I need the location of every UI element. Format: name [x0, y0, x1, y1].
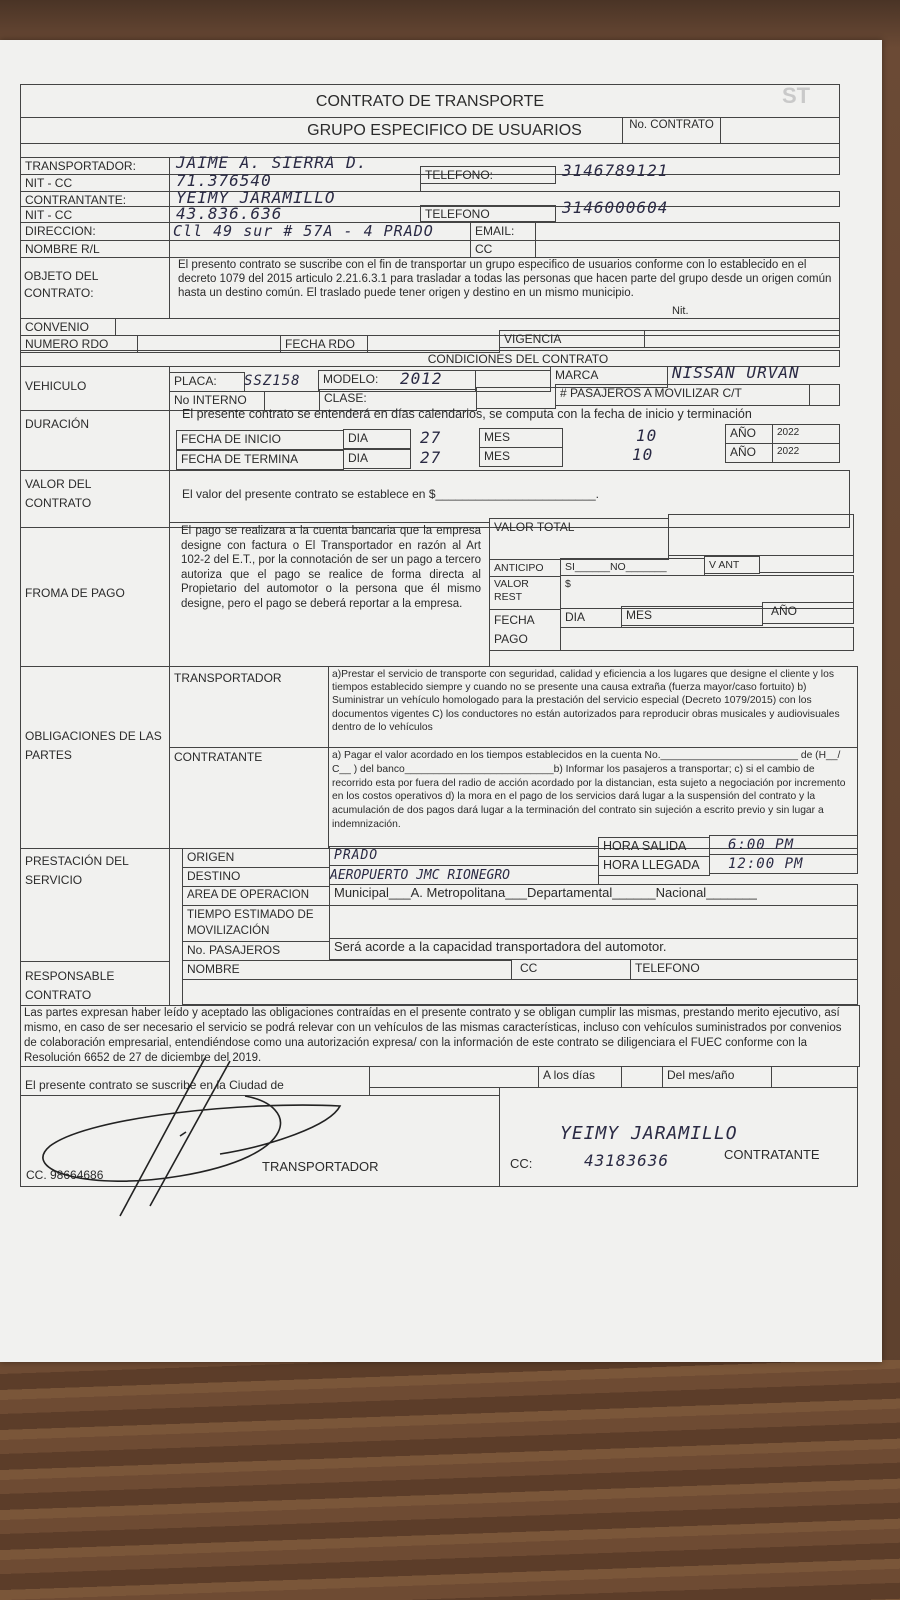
- hora-salida-label: HORA SALIDA: [598, 837, 710, 857]
- contratante-nit-label: NIT - CC: [20, 206, 170, 223]
- wood-table: [0, 1360, 900, 1600]
- clausula-text: Las partes expresan haber leído y aceptado las obligaciones contraídas en el presente contrato y se obligan cumplir las mismas, prestando merito ejecutivo, así mismo, en caso de ser necesario el servicio se podrá relevar con un vehículos de las mismas características, incluso con vehículos suministrados por convenios de colaboración empresarial, entendiéndose como una autorización expresa/ con la información de este contrato se diligenciara el FUEC conforme con la Resolución 6652 de 27 de diciembre del 2019.: [24, 1007, 842, 1064]
- nombre-rl-cc-field[interactable]: [535, 240, 840, 258]
- fecha-termina-label: FECHA DE TERMINA: [176, 450, 344, 470]
- email-field[interactable]: [535, 222, 840, 241]
- contratante-signature-label: CONTRATANTE: [724, 1147, 820, 1162]
- valor-total-label: VALOR TOTAL: [489, 518, 669, 560]
- obligacion-contratante-label: CONTRATANTE: [169, 747, 329, 849]
- area-operacion-field[interactable]: Municipal___A. Metropolitana___Departamental______Nacional_______: [329, 884, 858, 906]
- contratante-cc-value: 43183636: [584, 1151, 670, 1170]
- pasajeros-movilizar-label: # PASAJEROS A MOVILIZAR C/T: [555, 384, 810, 406]
- nombre-rl-cc-label: CC: [470, 240, 536, 258]
- obligacion-contratante-text: a) Pagar el valor acordado en los tiempos establecidos en la cuenta No.________________________ de (H__/ C__ ) del banco__________________________b) Informar los pasajeros a transportar; c) si el cambio de recorrido esta por fuera del radio de acción acordado por la distancian, esta sujeto a negociación por incremento en los costos operativos d) la mora en el pago de los servicios dará lugar a la suspensión del contrato y la acumulación de dos pagos dará lugar a la terminación del contrato sin sujeción a escrito previo y sin lugar a indemnización.: [332, 750, 846, 830]
- vigencia-label: VIGENCIA: [499, 330, 645, 348]
- no-pasajeros-label: No. PASAJEROS: [182, 941, 330, 961]
- modelo-value: 2012: [400, 369, 443, 388]
- inicio-dia-label: DIA: [343, 429, 411, 449]
- v-ant-field[interactable]: [759, 555, 854, 573]
- fecha-pago-ano-label: AÑO: [762, 602, 854, 624]
- origen-value: PRADO: [334, 848, 379, 863]
- mes-ano-field[interactable]: [771, 1066, 858, 1088]
- placa-value: SSZ158: [244, 373, 301, 389]
- contratante-tel-label: TELEFONO: [420, 205, 556, 222]
- contratante-value: YEIMY JARAMILLO: [176, 188, 336, 207]
- contratante-cc-label: CC:: [510, 1156, 533, 1171]
- anticipo-label: ANTICIPO: [489, 559, 561, 577]
- pago-text: El pago se realizara a la cuenta bancaria que la empresa designe con factura o El Transportador en razón al Art 102-2 del E.T., por la connotación de ser un pago a tercero autoriza que el pago se realice de forma directa al Propietario del automotor o la persona que él mismo designe, pero el pago se deberá reportar a la empresa.: [181, 525, 481, 610]
- valor-rest-label: VALOR REST: [489, 576, 561, 610]
- obligaciones-label: OBLIGACIONES DE LAS PARTES: [20, 666, 170, 849]
- placa-label: PLACA:: [169, 372, 245, 392]
- termina-dia-value: 27: [420, 448, 442, 467]
- duracion-text: El presente contrato se entenderá en días calendarios, se computa con la fecha de inicio y terminación: [182, 407, 752, 421]
- destino-label: DESTINO: [182, 867, 330, 887]
- fecha-pago-label: FECHA PAGO: [489, 609, 561, 651]
- tiempo-estimado-field[interactable]: [329, 905, 858, 939]
- nit-label: Nit.: [672, 305, 689, 317]
- inicio-mes-label: MES: [479, 428, 563, 448]
- fecha-inicio-label: FECHA DE INICIO: [176, 430, 344, 450]
- mes-ano-label: Del mes/año: [662, 1066, 772, 1088]
- fecha-pago-dia-label: DIA: [560, 608, 622, 628]
- contratante-signature: YEIMY JARAMILLO: [560, 1123, 738, 1144]
- inicio-ano-label: AÑO: [725, 424, 773, 444]
- transportador-cc: CC. 98664686: [26, 1168, 104, 1182]
- contratante-nit-value: 43.836.636: [176, 204, 283, 223]
- hora-llegada-label: HORA LLEGADA: [598, 856, 710, 876]
- valor-text[interactable]: El valor del presente contrato se establece en $________________________.: [182, 487, 599, 501]
- transportador-tel-label: TELEFONO:: [420, 166, 556, 184]
- responsable-cc-label: CC: [511, 959, 631, 980]
- no-pasajeros-text: Será acorde a la capacidad transportadora del automotor.: [329, 938, 858, 960]
- spacer-row: [20, 143, 840, 158]
- forma-pago-label: FROMA DE PAGO: [20, 527, 170, 667]
- transportador-tel-value: 3146789121: [562, 161, 669, 180]
- termina-dia-label: DIA: [343, 449, 411, 469]
- marca-value: NISSAN URVAN: [672, 363, 800, 382]
- nombre-rl-label: NOMBRE R/L: [20, 240, 170, 258]
- v-ant-label: V ANT: [704, 556, 760, 574]
- pasajeros-movilizar-field[interactable]: [809, 384, 840, 406]
- valor-total-field[interactable]: [668, 514, 854, 556]
- interno-label: No INTERNO: [169, 391, 265, 411]
- objeto-label: OBJETO DEL CONTRATO:: [24, 269, 99, 300]
- inicio-ano-value: 2022: [772, 424, 840, 444]
- transportador-nit-label: NIT - CC: [20, 174, 170, 192]
- company-logo: ST: [782, 83, 811, 108]
- termina-mes-label: MES: [479, 447, 563, 467]
- contract-subtitle: GRUPO ESPECIFICO DE USUARIOS: [20, 117, 623, 144]
- duracion-label: DURACIÓN: [20, 410, 170, 471]
- no-contrato-field[interactable]: [720, 117, 840, 144]
- nombre-rl-field[interactable]: [169, 240, 471, 258]
- termina-mes-value: 10: [632, 445, 654, 464]
- termina-ano-value: 2022: [772, 443, 840, 463]
- vehiculo-label: VEHICULO: [20, 366, 170, 411]
- area-operacion-label: AREA DE OPERACION: [182, 886, 330, 906]
- fecha-pago-field[interactable]: [560, 627, 854, 651]
- valor-rest-field[interactable]: $: [560, 575, 854, 609]
- modelo-label: MODELO:: [318, 370, 476, 392]
- fecha-pago-mes-label: MES: [621, 606, 763, 626]
- anticipo-si-no[interactable]: SI______NO_______: [560, 558, 705, 576]
- transportador-signature-icon: [0, 1046, 500, 1226]
- inicio-mes-value: 10: [636, 426, 658, 445]
- destino-value: AEROPUERTO JMC RIONEGRO: [330, 868, 511, 883]
- hora-salida-value: 6:00 PM: [728, 837, 795, 853]
- origen-label: ORIGEN: [182, 848, 330, 868]
- direccion-value: Cll 49 sur # 57A - 4 PRADO: [173, 222, 434, 240]
- fecha-rdo-label: FECHA RDO: [280, 335, 368, 353]
- responsable-field[interactable]: [182, 979, 858, 1005]
- transportador-nit-value: 71.376540: [176, 171, 272, 190]
- contratante-tel-value: 3146000604: [562, 198, 669, 217]
- tiempo-estimado-label: TIEMPO ESTIMADO DE MOVILIZACIÓN: [182, 905, 330, 942]
- marca-label: MARCA: [550, 366, 668, 388]
- contract-title: CONTRATO DE TRANSPORTE: [20, 84, 840, 118]
- dias-label: A los días: [538, 1066, 622, 1088]
- clase-label: CLASE:: [319, 389, 477, 411]
- valor-label: VALOR DEL CONTRATO: [20, 470, 170, 528]
- termina-ano-label: AÑO: [725, 443, 773, 463]
- obligacion-transportador-text: a)Prestar el servicio de transporte con seguridad, calidad y eficiencia a los lugares que designe el cliente y los tiempos establecido siempre y cuando no se presente una causa extraña (fuerza mayor/caso fortuito) b) Suministrar un vehículo homologado para la prestación del servicio especial (Decreto 1079/2015) con los documentos vigentes C) los conductores no están autorizados para reproducir obras musicales y audiovisuales dentro de lo vehículos: [332, 669, 840, 733]
- convenio-label: CONVENIO: [20, 318, 116, 336]
- objeto-text: El presento contrato se suscribe con el fin de transportar un grupo especifico de usuarios conforme con lo establecido en el decreto 1079 del 2015 articulo 2.21.6.3.1 para trasladar a todas las personas que hacen parte del grupo desde un origen común hasta un destino común. El traslado puede tener origen y destino en un mismo municipio.: [178, 259, 832, 299]
- dias-field[interactable]: [621, 1066, 663, 1088]
- condiciones-heading: CONDICIONES DEL CONTRATO: [20, 350, 840, 367]
- hora-llegada-value: 12:00 PM: [728, 856, 804, 872]
- transportador-signature-label: TRANSPORTADOR: [262, 1159, 379, 1174]
- responsable-tel-label: TELEFONO: [630, 959, 858, 980]
- clase-field[interactable]: [476, 387, 556, 409]
- obligacion-transportador-label: TRANSPORTADOR: [169, 666, 329, 748]
- responsable-nombre-label: NOMBRE: [182, 960, 512, 980]
- no-contrato-label: No. CONTRATO: [622, 117, 721, 144]
- email-label: EMAIL:: [470, 222, 536, 241]
- transportador-value: JAIME A. SIERRA D.: [176, 153, 368, 172]
- direccion-label: DIRECCION:: [20, 222, 170, 241]
- ciudad-label: El presente contrato se suscribe en la Ciudad de: [20, 1066, 370, 1096]
- prestacion-label: PRESTACIÓN DEL SERVICIO: [20, 848, 170, 962]
- numero-rdo-label: NUMERO RDO: [20, 335, 138, 353]
- responsable-label: RESPONSABLE CONTRATO: [20, 961, 170, 1006]
- vigencia-field[interactable]: [644, 330, 840, 348]
- transportador-label: TRANSPORTADOR:: [20, 157, 170, 175]
- inicio-dia-value: 27: [420, 428, 442, 447]
- contratante-label: CONTRANTANTE:: [20, 191, 170, 207]
